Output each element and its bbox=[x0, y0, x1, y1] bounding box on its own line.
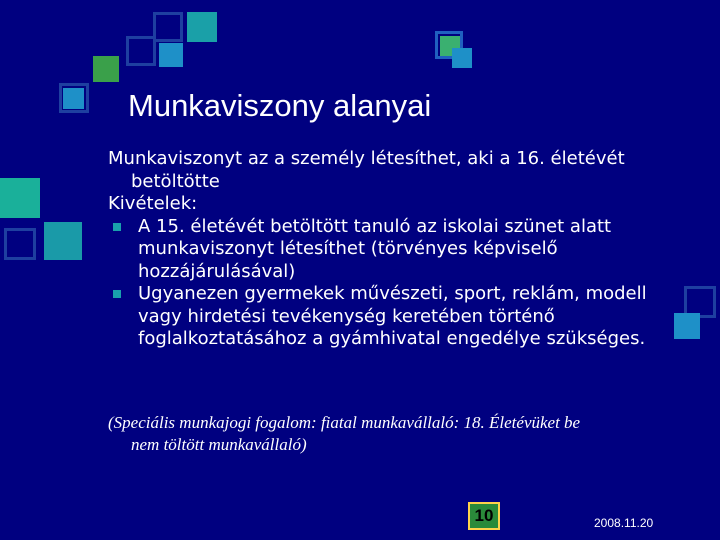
footnote-line-continued: nem töltött munkavállaló) bbox=[131, 435, 307, 454]
decor-square bbox=[0, 178, 40, 218]
footnote-line: (Speciális munkajogi fogalom: fiatal munkavállaló: 18. Életévüket be bbox=[108, 413, 581, 432]
decor-square bbox=[63, 88, 84, 109]
slide-title: Munkaviszony alanyai bbox=[128, 88, 432, 123]
decor-square bbox=[44, 222, 82, 260]
footnote bbox=[108, 412, 668, 456]
bullet-line: foglalkoztatásához a gyámhivatal engedélye szükséges. bbox=[138, 328, 646, 349]
intro-line: Munkaviszonyt az a személy létesíthet, aki a 16. életévét bbox=[108, 148, 625, 169]
bullet-line: A 15. életévét betöltött tanuló az iskolai szünet alatt bbox=[138, 215, 612, 237]
decor-square bbox=[674, 313, 700, 339]
decor-square bbox=[126, 36, 156, 66]
page-number: 10 bbox=[468, 502, 500, 530]
square-bullet-icon bbox=[113, 223, 121, 231]
bullet-item bbox=[108, 216, 668, 284]
intro-line-continued: betöltötte bbox=[131, 170, 220, 192]
exceptions-label: Kivételek: bbox=[108, 193, 198, 214]
decor-square bbox=[153, 12, 183, 42]
bullet-line: munkaviszonyt létesíthet (törvényes képviselő bbox=[138, 238, 558, 259]
decor-square bbox=[452, 48, 472, 68]
decor-square bbox=[187, 12, 217, 42]
slide-date: 2008.11.20 bbox=[594, 516, 654, 530]
bullet-line: hozzájárulásával) bbox=[138, 260, 296, 282]
square-bullet-icon bbox=[113, 290, 121, 298]
decor-square bbox=[159, 43, 183, 67]
decor-square bbox=[4, 228, 36, 260]
slide-body bbox=[108, 148, 668, 351]
bullet-line: Ugyanezen gyermekek művészeti, sport, reklám, modell bbox=[138, 283, 647, 304]
bullet-line: vagy hirdetési tevékenység keretében történő bbox=[138, 305, 555, 327]
bullet-item bbox=[108, 283, 668, 351]
decor-square bbox=[93, 56, 119, 82]
